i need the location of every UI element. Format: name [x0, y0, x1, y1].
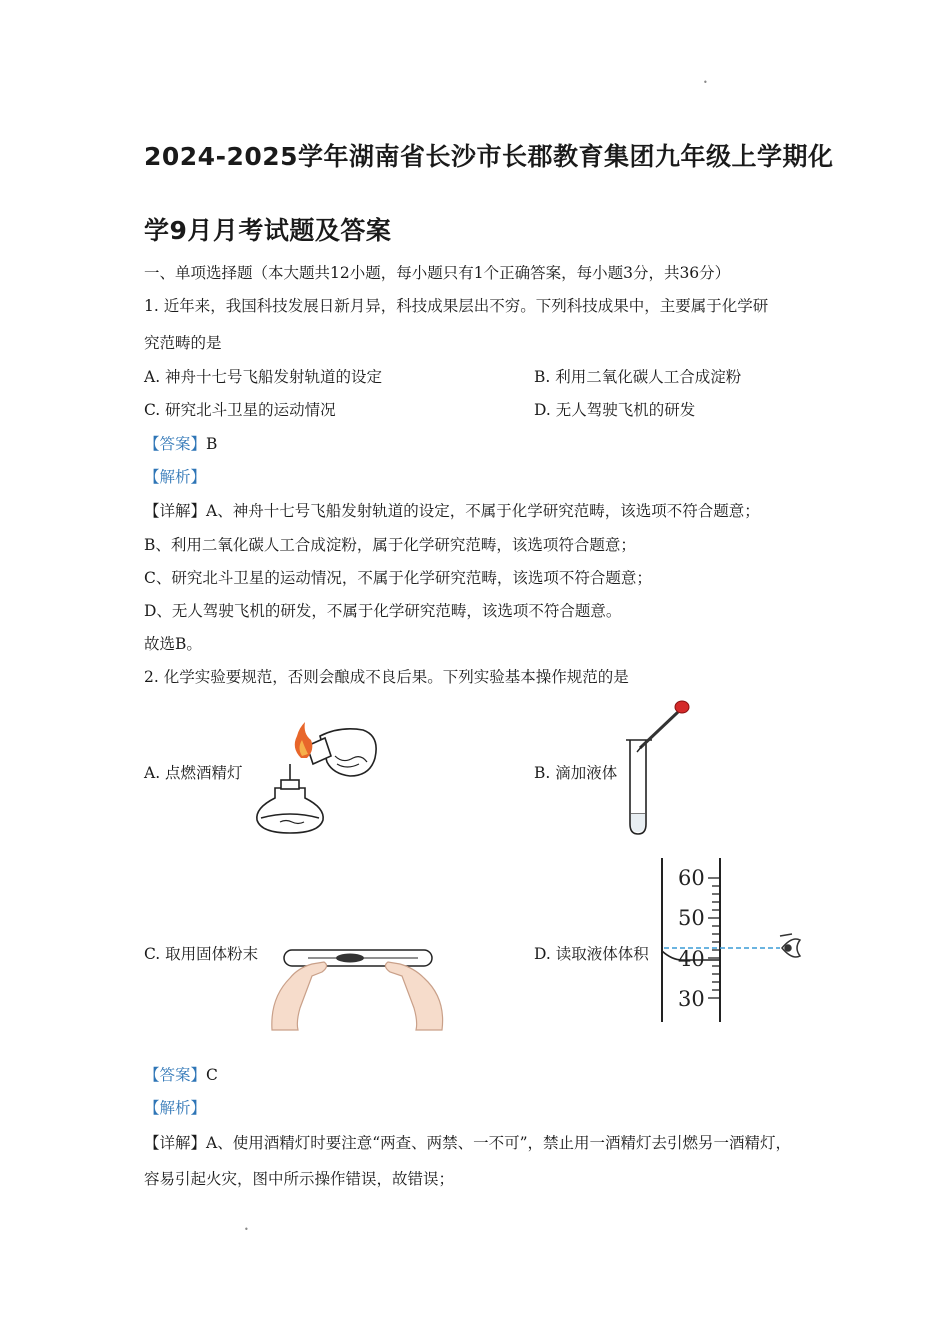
left-hand-icon: [272, 962, 327, 1030]
dropper-bulb-icon: [675, 701, 689, 713]
q1-stem-line-1: 1. 近年来，我国科技发展日新月异，科技成果层出不穷。下列科技成果中，主要属于化学研: [144, 297, 769, 315]
page-dot-top: •: [703, 78, 708, 87]
q1-stem-line-2: 究范畴的是: [144, 334, 222, 352]
solid-powder-figure: [268, 938, 446, 1030]
q2-detail-tag: 【详解】: [144, 1134, 207, 1152]
cylinder-tick-30: 30: [678, 987, 705, 1011]
q1-detail-line-1: [144, 504, 760, 520]
q1-detail-line-2: B、利用二氧化碳人工合成淀粉，属于化学研究范畴，该选项符合题意；: [144, 536, 636, 554]
q2-answer-tag: 【答案】: [144, 1066, 207, 1084]
q2-option-d: D. 读取液体体积: [534, 945, 649, 963]
cylinder-tick-50: 50: [678, 906, 705, 930]
q2-stem: 2. 化学实验要规范，否则会酿成不良后果。下列实验基本操作规范的是: [144, 668, 629, 686]
q1-conclusion: 故选B。: [144, 635, 202, 653]
q2-analysis-tag: 【解析】: [144, 1099, 207, 1117]
q1-option-a: A. 神舟十七号飞船发射轨道的设定: [144, 368, 383, 386]
eye-icon: [780, 934, 800, 957]
q2-option-a: A. 点燃酒精灯: [144, 764, 243, 782]
q1-option-d: D. 无人驾驶飞机的研发: [534, 401, 696, 419]
q1-detail-line-3: C、研究北斗卫星的运动情况，不属于化学研究范畴，该选项不符合题意；: [144, 569, 652, 587]
q1-analysis-tag: 【解析】: [144, 468, 207, 486]
q1-detail-text-a: A、神舟十七号飞船发射轨道的设定，不属于化学研究范畴，该选项不符合题意；: [206, 502, 760, 520]
section-heading: 一、单项选择题（本大题共12小题，每小题只有1个正确答案，每小题3分，共36分）: [144, 264, 731, 282]
q1-detail-tag: 【详解】: [144, 502, 207, 520]
right-hand-icon: [385, 962, 442, 1030]
graduated-cylinder-figure: [632, 856, 812, 1026]
alcohol-lamp-figure: [245, 718, 385, 836]
q1-option-c: C. 研究北斗卫星的运动情况: [144, 401, 336, 419]
q2-detail-line-1: [144, 1136, 791, 1152]
q2-detail-line-2: 容易引起火灾，图中所示操作错误，故错误；: [144, 1170, 455, 1188]
q2-detail-text-a: A、使用酒精灯时要注意“两查、两禁、一不可”，禁止用一酒精灯去引燃另一酒精灯，: [206, 1134, 792, 1152]
q2-answer: [144, 1068, 218, 1084]
document-title-line-2: 学9月月考试题及答案: [144, 216, 392, 245]
dropper-test-tube-figure: [622, 696, 702, 838]
q2-option-c: C. 取用固体粉末: [144, 945, 259, 963]
document-title-line-1: 2024-2025学年湖南省长沙市长郡教育集团九年级上学期化: [144, 142, 834, 171]
q1-detail-line-4: D、无人驾驶飞机的研发，不属于化学研究范畴，该选项不符合题意。: [144, 602, 622, 620]
q1-answer: [144, 437, 217, 453]
q2-answer-value: C: [206, 1066, 218, 1084]
page-dot-bottom: •: [244, 1225, 249, 1234]
cylinder-tick-60: 60: [678, 866, 705, 890]
q1-answer-tag: 【答案】: [144, 435, 207, 453]
cylinder-tick-40: 40: [678, 947, 705, 971]
q1-option-b: B. 利用二氧化碳人工合成淀粉: [534, 368, 742, 386]
q1-answer-value: B: [206, 435, 218, 453]
q2-option-b: B. 滴加液体: [534, 764, 618, 782]
